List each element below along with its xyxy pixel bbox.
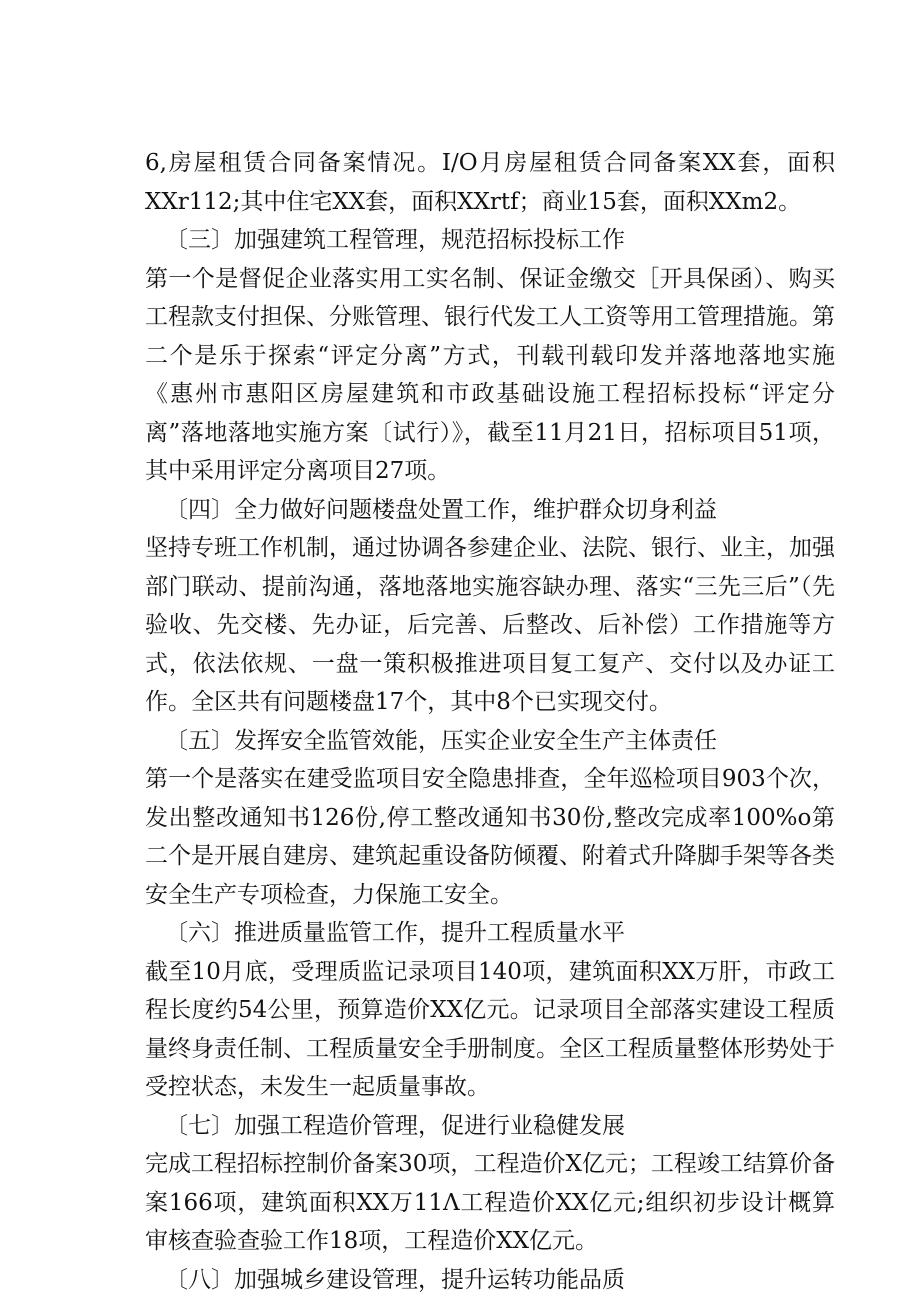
section-heading-7: 〔七〕加强工程造价管理，促进行业稳健发展	[165, 1112, 625, 1139]
paragraph-problem-buildings: 坚持专班工作机制，通过协调各参建企业、法院、银行、业主，加强部门联动、提前沟通，落地落地实施容缺办理、落实“三先三后”（先验收、先交楼、先办证，后完善、后整改、后补偿）工作措施等方式，依法依规、一盘一策积极推进项目复工复产、交付以及办证工作。全区共有问题楼盘17个，其中8个已实现交付。	[145, 535, 835, 715]
section-heading-5: 〔五〕发挥安全监管效能，压实企业安全生产主体责任	[165, 727, 717, 754]
paragraph-quality-supervision: 截至10月底，受理质监记录项目140项，建筑面积XX万肝，市政工程长度约54公里，预算造价XX亿元。记录项目全部落实建设工程质量终身责任制、工程质量安全手册制度。全区工程质量整体形势处于受控状态，未发生一起质量事故。	[145, 958, 835, 1100]
paragraph-safety-supervision: 第一个是落实在建受监项目安全隐患排查，全年巡检项目903个次，发出整改通知书126份,停工整改通知书30份,整改完成率100%o第二个是开展自建房、建筑起重设备防倾覆、附着式升降脚手架等各类安全生产专项检查，力保施工安全。	[145, 766, 835, 908]
paragraph-construction-management: 第一个是督促企业落实用工实名制、保证金缴交［开具保函）、购买工程款支付担保、分账管理、银行代发工人工资等用工管理措施。第二个是乐于探索“评定分离”方式，刊载刊载印发并落地落地实施《惠州市惠阳区房屋建筑和市政基础设施工程招标投标“评定分离”落地落地实施方案〔试行）》，截至11月21日，招标项目51项，其中采用评定分离项目27项。	[145, 265, 835, 484]
section-heading-4: 〔四〕全力做好问题楼盘处置工作，维护群众切身利益	[165, 496, 717, 523]
paragraph-rental-contract-filing: 6,房屋租赁合同备案情况。I/O月房屋租赁合同备案XX套，面积XXr112;其中住宅XX套，面积XXrtf；商业15套，面积XXm2。	[145, 150, 835, 215]
document-body	[145, 144, 835, 1299]
paragraph-cost-management: 完成工程招标控制价备案30项，工程造价X亿元；工程竣工结算价备案166项，建筑面积XX万11Λ工程造价XX亿元;组织初步设计概算审核查验查验工作18项，工程造价XX亿元。	[145, 1151, 835, 1254]
section-heading-3: 〔三〕加强建筑工程管理，规范招标投标工作	[165, 227, 625, 253]
section-heading-8: 〔八〕加强城乡建设管理，提升运转功能品质	[165, 1266, 625, 1293]
section-heading-6: 〔六〕推进质量监管工作，提升工程质量水平	[165, 920, 625, 946]
